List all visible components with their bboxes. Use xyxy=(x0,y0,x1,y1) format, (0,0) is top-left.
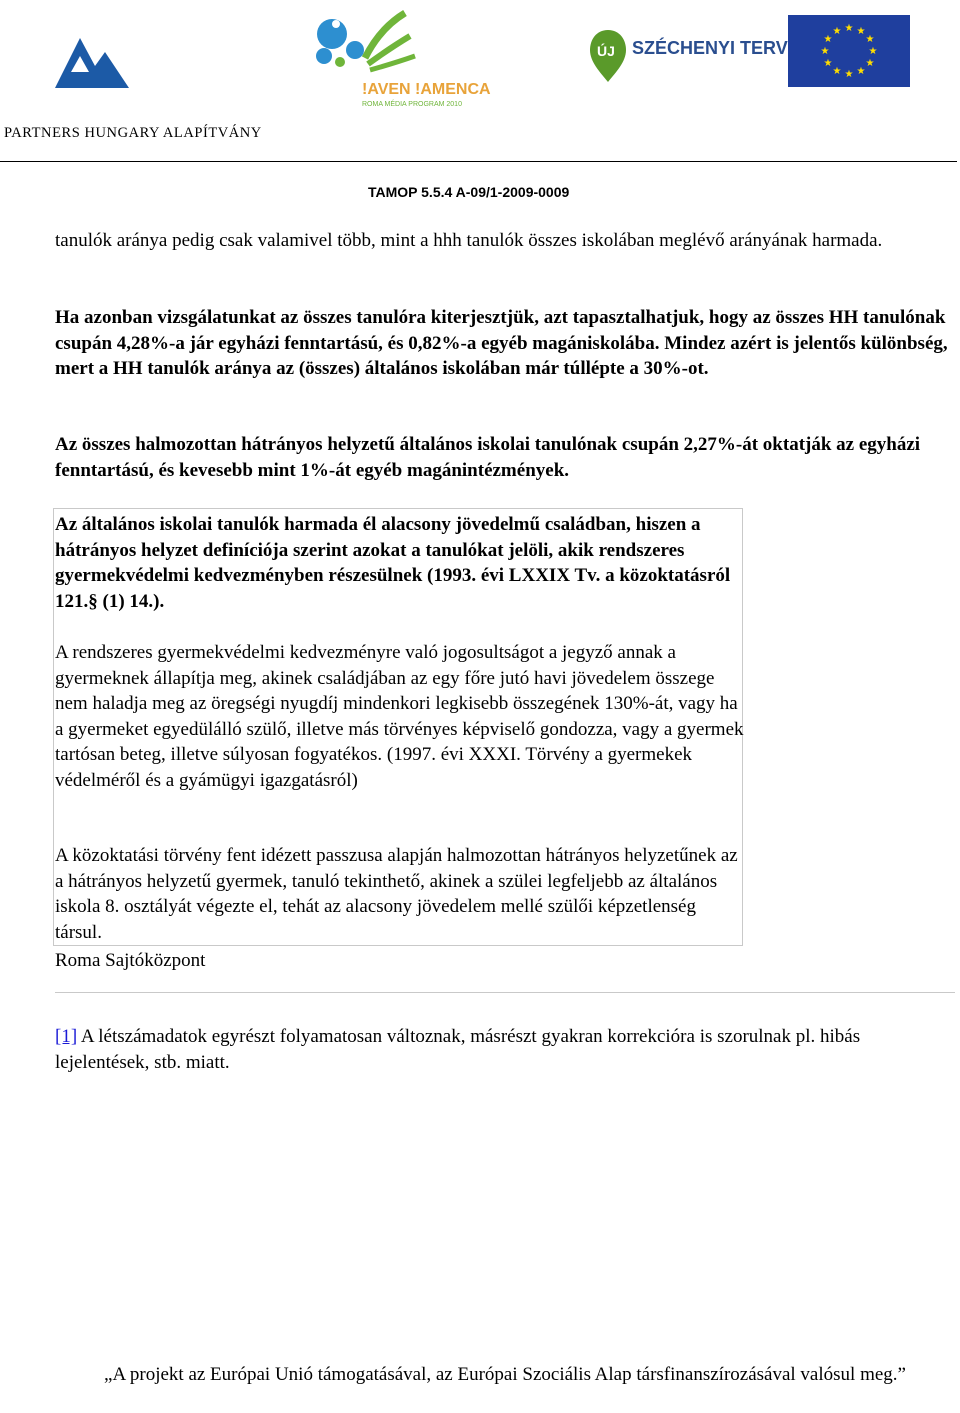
paragraph-1: tanulók aránya pedig csak valamivel több, mint a hhh tanulók összes iskolában meglévő arányának harmada. xyxy=(55,230,883,251)
header-divider xyxy=(0,161,957,162)
szechenyi-logo-mark: ÚJ xyxy=(597,43,615,59)
footnote xyxy=(55,1024,955,1075)
svg-text:★: ★ xyxy=(823,58,833,69)
footnote-divider xyxy=(55,992,955,993)
organization-name: PARTNERS HUNGARY ALAPÍTVÁNY xyxy=(4,125,262,141)
footnote-ref-link[interactable]: [1] xyxy=(55,1026,78,1047)
svg-text:★: ★ xyxy=(820,46,830,57)
aven-logo-text: !AVEN !AMENCA xyxy=(362,81,491,98)
box-paragraph-1: Az általános iskolai tanulók harmada él alacsony jövedelmű családban, hiszen a hátrányos helyzet definíciója szerint azokat a tanulókat jelöli, akik rendszeres gyermekvédelmi kedvezményben részesülnek (1993. évi LXXIX Tv. a közoktatásról 121.§ (1) 14.). xyxy=(55,514,731,612)
box-paragraph-2: A rendszeres gyermekvédelmi kedvezményre való jogosultságot a jegyző annak a gyermeknek állapítja meg, akinek családjában az egy főre jutó havi jövedelem összege nem haladja meg az öregségi nyugdíj mindenkori legkisebb összegének 130%-át, vagy ha a gyermeket egyedülálló szülő, illetve más törvényes képviselő gondozza, vagy a gyermek tartósan beteg, illetve súlyosan fogyatékos. (1997. évi XXXI. Törvény a gyermekek védelméről és a gyámügyi igazgatásról) xyxy=(55,642,744,791)
szechenyi-terv-logo xyxy=(590,28,788,84)
svg-text:★: ★ xyxy=(832,26,842,37)
svg-text:★: ★ xyxy=(868,46,878,57)
svg-text:★: ★ xyxy=(823,34,833,45)
aven-amenca-logo xyxy=(310,8,491,110)
partners-hungary-logo xyxy=(55,36,129,88)
page-footer: „A projekt az Európai Unió támogatásával, az Európai Szociális Alap társfinanszírozásával valósul meg.” xyxy=(104,1364,906,1385)
svg-text:★: ★ xyxy=(865,34,875,45)
svg-text:★: ★ xyxy=(856,26,866,37)
project-code: TAMOP 5.5.4 A-09/1-2009-0009 xyxy=(368,184,570,200)
svg-text:★: ★ xyxy=(865,58,875,69)
paragraph-2: Ha azonban vizsgálatunkat az összes tanulóra kiterjesztjük, azt tapasztalhatjuk, hogy az összes HH tanulónak csupán 4,28%-a jár egyházi fenntartású, és 0,82%-a egyéb magániskolába. Mindez azért is jelentős különbség, mert a HH tanulók aránya az (összes) általános iskolában már túllépte a 30%-ot. xyxy=(55,307,948,379)
paragraph-3: Az összes halmozottan hátrányos helyzetű általános iskolai tanulónak csupán 2,27%-át oktatják az egyházi fenntartású, és kevesebb mint 1%-át egyéb magánintézmények. xyxy=(55,434,921,481)
aven-logo-subtext: ROMA MÉDIA PROGRAM 2010 xyxy=(362,101,462,108)
svg-text:★: ★ xyxy=(856,66,866,77)
footnote-text: A létszámadatok egyrészt folyamatosan változnak, másrészt gyakran korrekcióra is szorulnak pl. hibás lejelentések, stb. miatt. xyxy=(55,1026,861,1073)
svg-text:★: ★ xyxy=(844,69,854,80)
eu-flag-logo xyxy=(788,15,910,87)
box-paragraph-3: A közoktatási törvény fent idézett passzusa alapján halmozottan hátrányos helyzetűnek az a hátrányos helyzetű gyermek, tanuló tekinthető, akinek a szülei legfeljebb az általános iskola 8. osztályát végezte el, tehát az alacsony jövedelem mellé szülői képzetlenség társul. xyxy=(55,845,738,943)
signature: Roma Sajtóközpont xyxy=(55,950,206,971)
szechenyi-logo-text: SZÉCHENYI TERV xyxy=(632,38,788,58)
svg-text:★: ★ xyxy=(832,66,842,77)
svg-text:★: ★ xyxy=(844,23,854,34)
